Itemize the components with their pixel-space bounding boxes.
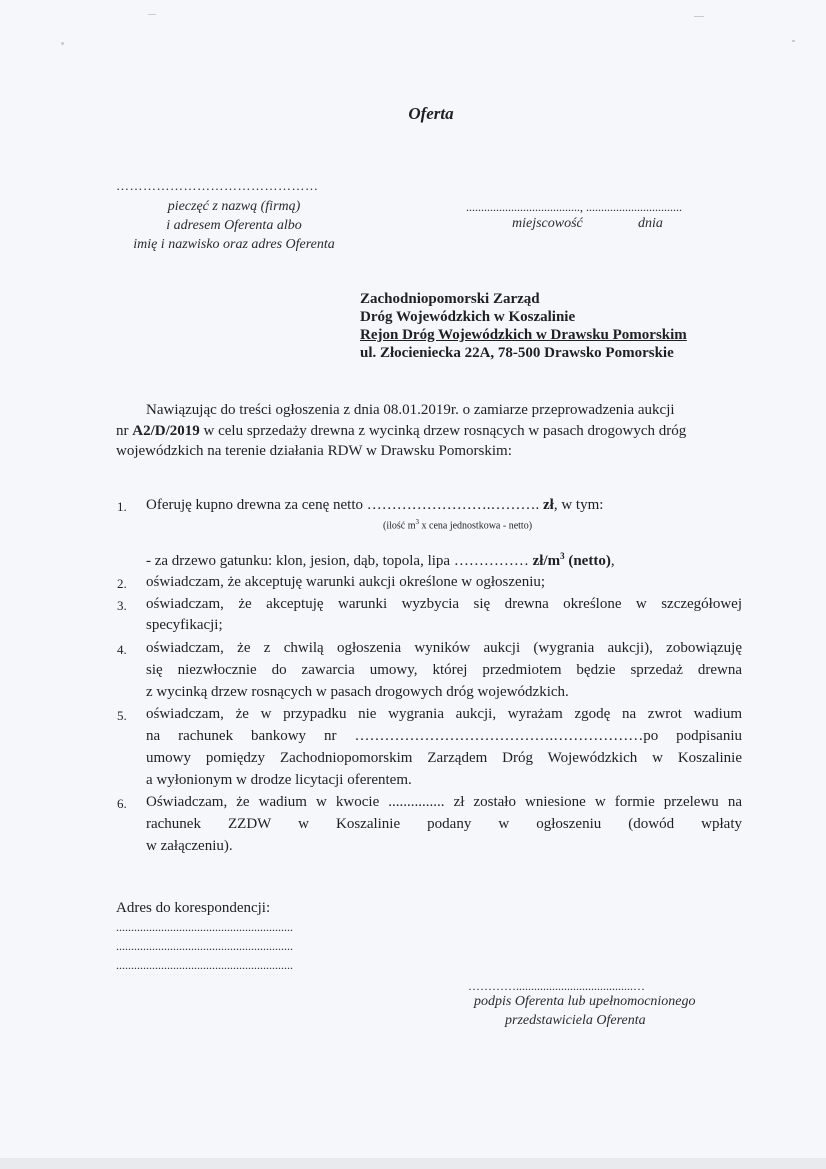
scan-mark — [148, 14, 156, 15]
recipient-line: Dróg Wojewódzkich w Koszalinie — [360, 309, 576, 325]
item-text: oświadczam, że akceptuję warunki wyzbycia się drewna określone w szczegółowej — [146, 596, 742, 612]
item-text: oświadczam, że akceptuję warunki aukcji określone w ogłoszeniu; — [146, 574, 546, 590]
correspondence-line: ........................................................... — [116, 958, 293, 972]
price-note-part: (ilość m — [383, 520, 416, 532]
item-text: rachunek ZZDW w Koszalinie podany w ogłoszeniu (dowód wpłaty — [146, 816, 742, 832]
stamp-dots: ……………………………………… — [116, 178, 319, 193]
item-text — [146, 497, 603, 514]
recipient-line: Zachodniopomorski Zarząd — [360, 291, 540, 307]
price-note — [383, 518, 532, 531]
auction-number: A2/D/2019 — [132, 423, 200, 439]
unit-text: zł/m — [532, 553, 561, 569]
stamp-caption — [116, 197, 352, 254]
recipient-address — [360, 290, 687, 362]
correspondence-label: Adres do korespondencji: — [116, 900, 271, 916]
signature-caption: przedstawiciela Oferenta — [505, 1013, 646, 1028]
stamp-caption-line: pieczęć z nazwą (firmą) — [167, 199, 301, 214]
intro-text: w celu sprzedaży drewna z wycinką drzew rosnących w pasach drogowych dróg — [199, 423, 687, 439]
item-text-part: Oferuję kupno drewna za cenę netto …………………….………. — [146, 497, 540, 513]
superscript: 3 — [560, 551, 565, 561]
stamp-caption-line: imię i nazwisko oraz adres Oferenta — [133, 237, 335, 252]
correspondence-line: ........................................................... — [116, 939, 293, 953]
item-number: 5. — [117, 708, 127, 723]
place-date-dots: ......................................, ................................ — [466, 200, 682, 214]
item-text: na rachunek bankowy nr ………………………………….………………po podpisaniu — [146, 728, 742, 744]
date-label: dnia — [638, 216, 663, 231]
intro-line — [116, 423, 686, 440]
scan-mark — [792, 40, 795, 42]
superscript: 3 — [415, 518, 419, 526]
recipient-line: Rejon Dróg Wojewódzkich w Drawsku Pomorskim — [360, 327, 687, 343]
unit-text: (netto) — [564, 553, 611, 569]
unit-price-unit — [533, 553, 611, 569]
correspondence-line: ........................................................... — [116, 920, 293, 934]
intro-text: nr — [116, 423, 133, 439]
item-number: 3. — [117, 598, 127, 613]
recipient-line: ul. Złocieniecka 22A, 78-500 Drawsko Pomorskie — [360, 345, 674, 361]
item-number: 6. — [117, 796, 127, 811]
item-text: oświadczam, że w przypadku nie wygrania aukcji, wyrażam zgodę na zwrot wadium — [146, 706, 742, 722]
document-title: Oferta — [408, 104, 454, 123]
signature-caption: podpis Oferenta lub upełnomocnionego — [474, 994, 696, 1009]
currency: zł — [539, 497, 554, 513]
item-text: z wycinką drzew rosnących w pasach drogowych dróg wojewódzkich. — [146, 684, 569, 700]
scan-mark — [694, 16, 704, 17]
item-text: Oświadczam, że wadium w kwocie ............... zł zostało wniesione w formie przelewu na — [146, 794, 742, 810]
item-text: specyfikacji; — [146, 617, 223, 633]
stamp-caption-line: i adresem Oferenta albo — [166, 218, 302, 233]
item-text: a wyłonionym w drodze licytacji oferentem. — [146, 772, 412, 788]
item-number: 2. — [117, 576, 127, 591]
item-text: w załączeniu). — [146, 838, 233, 854]
item-text: umowy pomiędzy Zachodniopomorskim Zarządem Dróg Wojewódzkich w Koszalinie — [146, 750, 742, 766]
item-number: 4. — [117, 642, 127, 657]
item-text-part: , w tym: — [553, 497, 604, 513]
scan-bottom-edge — [0, 1158, 826, 1169]
item-text: oświadczam, że z chwilą ogłoszenia wyników aukcji (wygrania aukcji), zobowiązuję — [146, 640, 742, 656]
item-number: 1. — [117, 499, 127, 514]
intro-line: wojewódzkich na terenie działania RDW w Drawsku Pomorskim: — [116, 443, 512, 459]
intro-line: Nawiązując do treści ogłoszenia z dnia 08.01.2019r. o zamiarze przeprowadzenia aukcji — [146, 402, 675, 418]
species-line — [146, 551, 615, 570]
species-text: - za drzewo gatunku: klon, jesion, dąb, topola, lipa …………… — [146, 553, 529, 569]
item-text: się niezwłocznie do zawarcia umowy, której przedmiotem będzie sprzedaż drewna — [146, 662, 742, 678]
price-note-part: x cena jednostkowa - netto) — [419, 520, 533, 532]
scan-mark — [61, 42, 64, 45]
species-tail: , — [610, 553, 615, 569]
signature-dots: ………….......................................… — [468, 979, 645, 993]
place-label: miejscowość — [512, 216, 583, 231]
